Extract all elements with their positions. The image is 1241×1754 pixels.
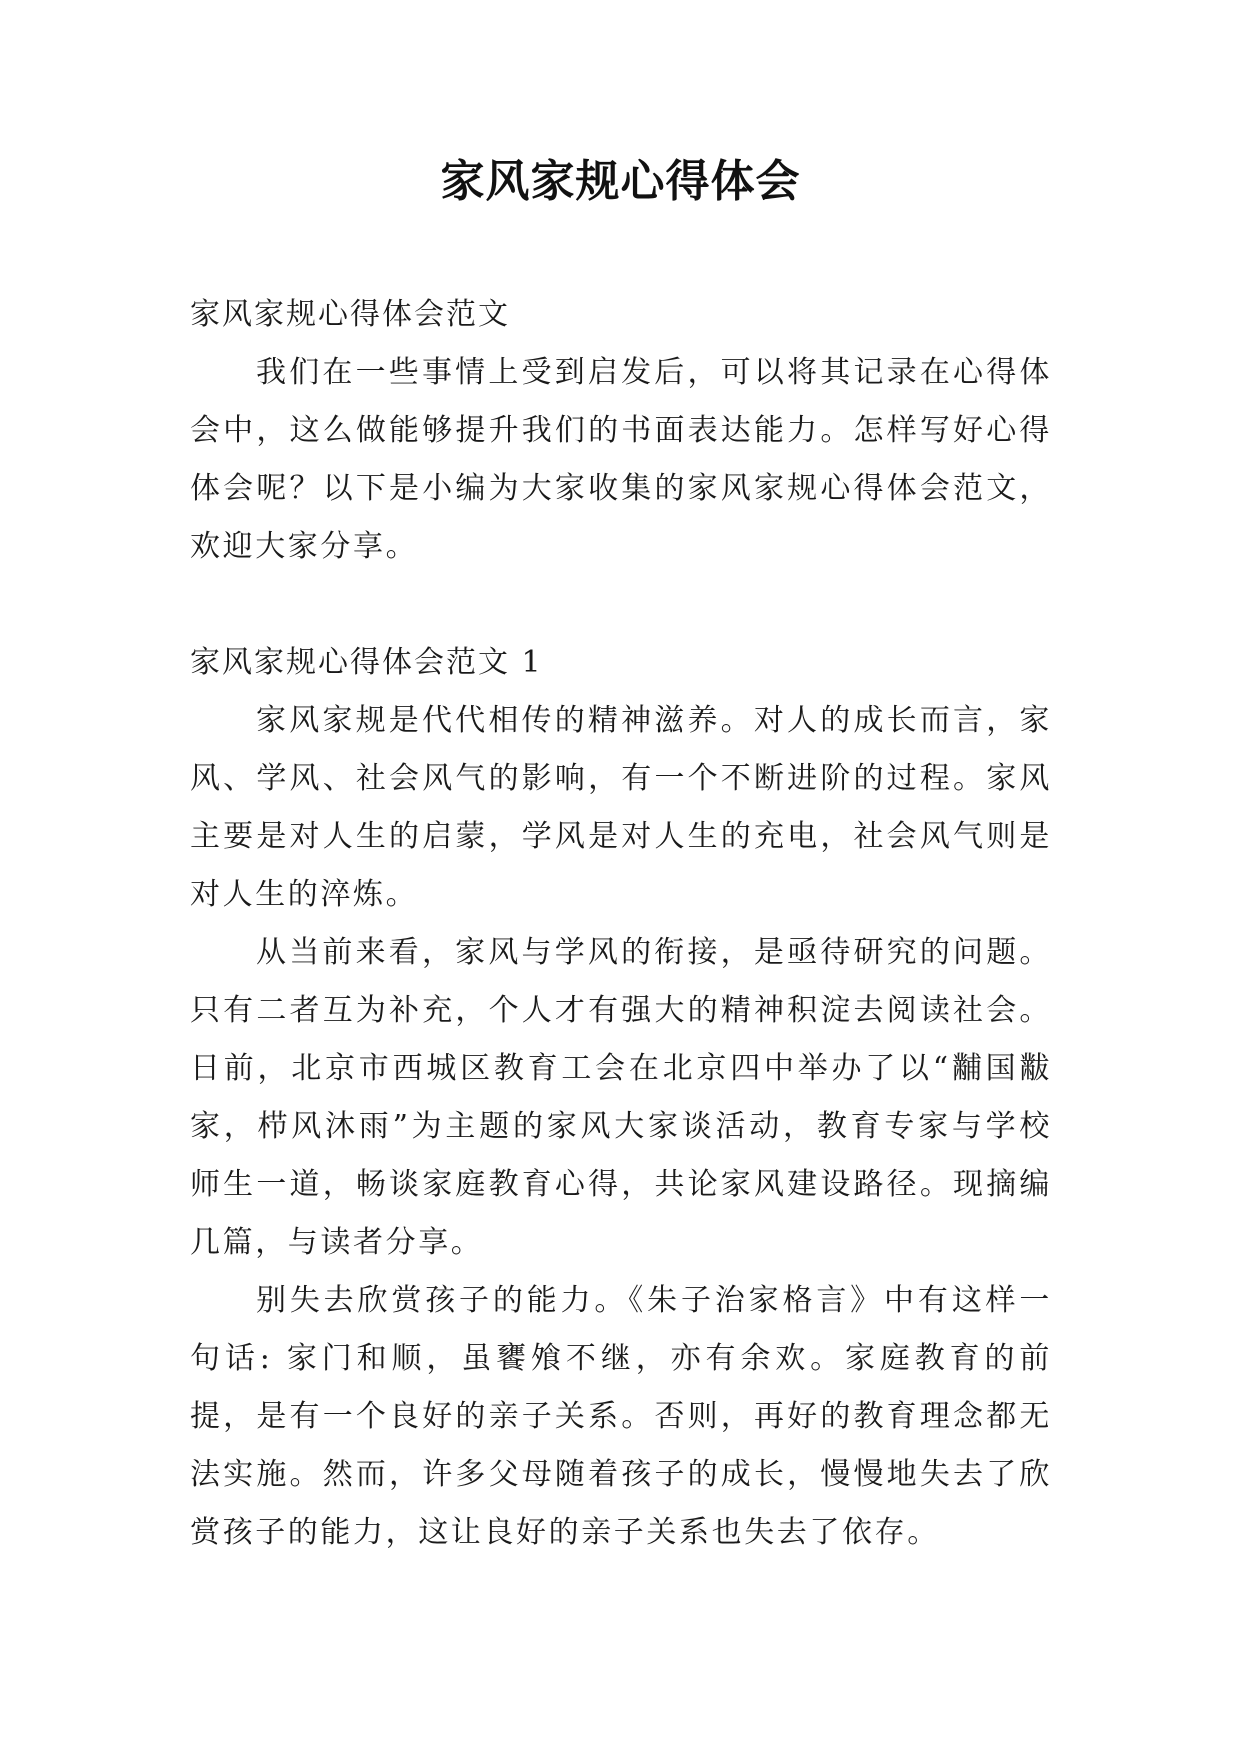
section-heading: 家风家规心得体会范文 1 xyxy=(190,645,543,680)
document-title: 家风家规心得体会 xyxy=(440,156,801,207)
body-paragraph-3: 别失去欣赏孩子的能力。《朱子治家格言》中有这样一句话: 家门和顺，虽饔飧不继，亦有余欢。家庭教育的前提，是有一个良好的亲子关系。否则，再好的教育理念都无法实施。然而，许多父母随着孩子的成长，慢慢地失去了欣赏孩子的能力，这让良好的亲子关系也失去了依存。 xyxy=(190,1283,1052,1550)
body-paragraph-2: 从当前来看，家风与学风的衔接，是亟待研究的问题。只有二者互为补充，个人才有强大的精神积淀去阅读社会。日前，北京市西城区教育工会在北京四中举办了以“黼国黻家，栉风沐雨”为主题的家风大家谈活动，教育专家与学校师生一道，畅谈家庭教育心得，共论家风建设路径。现摘编几篇，与读者分享。 xyxy=(190,935,1052,1260)
subtitle: 家风家规心得体会范文 xyxy=(190,297,510,332)
document-body xyxy=(190,286,1052,1562)
intro-paragraph: 我们在一些事情上受到启发后，可以将其记录在心得体会中，这么做能够提升我们的书面表达能力。怎样写好心得体会呢？以下是小编为大家收集的家风家规心得体会范文，欢迎大家分享。 xyxy=(190,355,1052,564)
body-paragraph-1: 家风家规是代代相传的精神滋养。对人的成长而言，家风、学风、社会风气的影响，有一个不断进阶的过程。家风主要是对人生的启蒙，学风是对人生的充电，社会风气则是对人生的淬炼。 xyxy=(190,703,1052,912)
spacer xyxy=(190,576,1052,634)
